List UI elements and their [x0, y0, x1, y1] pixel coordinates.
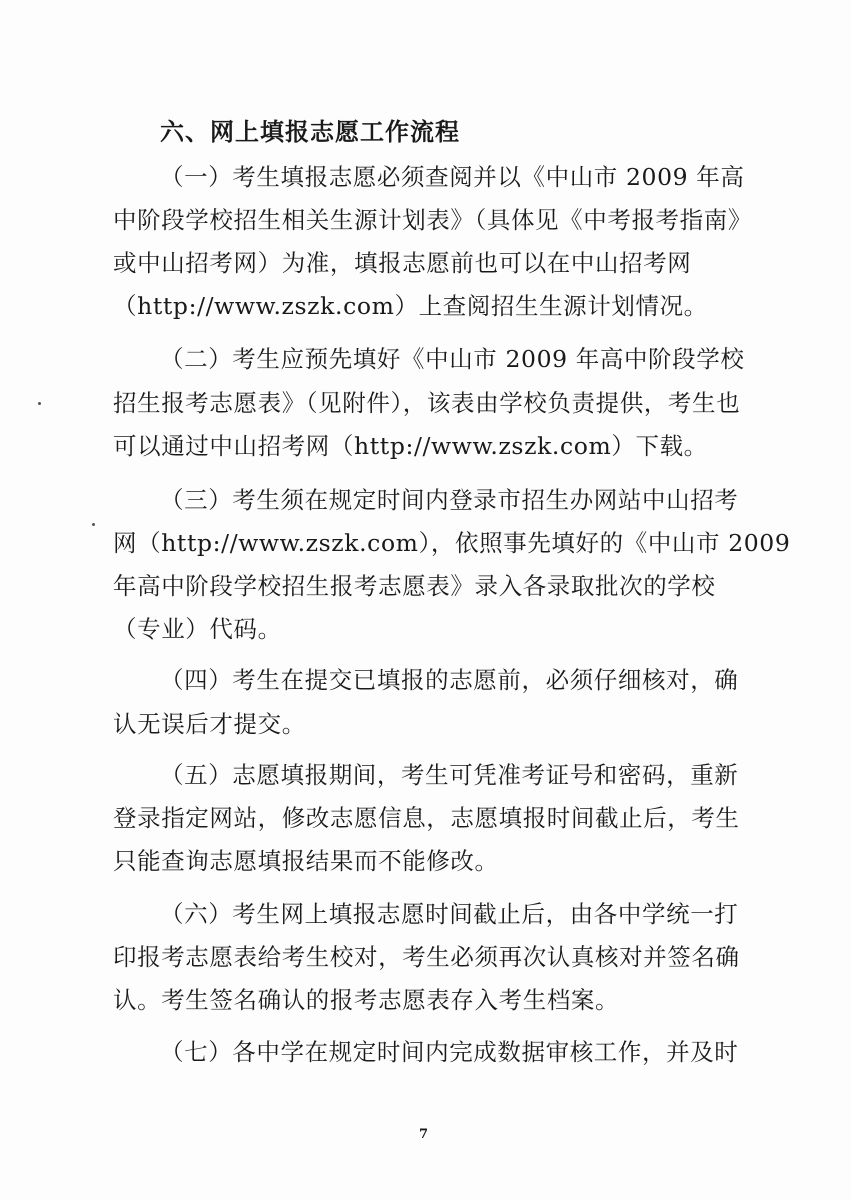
paragraph-line: 只能查询志愿填报结果而不能修改。 [113, 847, 499, 875]
page-number: 7 [419, 1127, 429, 1142]
section-heading: 六、网上填报志愿工作流程 [160, 117, 460, 146]
paragraph-line: （二）考生应预先填好《中山市 2009 年高中阶段学校 [160, 345, 745, 373]
paragraph-line: 认。考生签名确认的报考志愿表存入考生档案。 [113, 986, 620, 1014]
paragraph-line: （一）考生填报志愿必须查阅并以《中山市 2009 年高 [160, 163, 745, 191]
paragraph-line: （http://www.zszk.com）上查阅招生生源计划情况。 [113, 292, 708, 320]
paragraph-line: （七）各中学在规定时间内完成数据审核工作，并及时 [160, 1038, 739, 1066]
scan-speck [92, 523, 95, 526]
paragraph-line: （六）考生网上填报志愿时间截止后，由各中学统一打 [160, 900, 739, 928]
paragraph-line: 年高中阶段学校招生报考志愿表》录入各录取批次的学校 [113, 572, 716, 600]
paragraph-line: 可以通过中山招考网（http://www.zszk.com）下载。 [113, 432, 708, 460]
paragraph-line: 或中山招考网）为准，填报志愿前也可以在中山招考网 [113, 249, 692, 277]
paragraph-line: 印报考志愿表给考生校对，考生必须再次认真核对并签名确 [113, 943, 740, 971]
paragraph-line: 中阶段学校招生相关生源计划表》（具体见《中考报考指南》 [113, 206, 752, 234]
paragraph-line: 招生报考志愿表》（见附件），该表由学校负责提供，考生也 [113, 389, 741, 417]
paragraph-line: （四）考生在提交已填报的志愿前，必须仔细核对，确 [160, 666, 739, 694]
paragraph-line: （专业）代码。 [113, 615, 282, 643]
paragraph-line: （三）考生须在规定时间内登录市招生办网站中山招考 [160, 486, 739, 514]
paragraph-line: 网（http://www.zszk.com），依照事先填好的《中山市 2009 [113, 529, 791, 557]
paragraph-line: 登录指定网站，修改志愿信息，志愿填报时间截止后，考生 [113, 804, 740, 832]
paragraph-line: （五）志愿填报期间，考生可凭准考证号和密码，重新 [160, 761, 739, 789]
scan-speck [38, 402, 41, 405]
paragraph-line: 认无误后才提交。 [113, 710, 306, 738]
